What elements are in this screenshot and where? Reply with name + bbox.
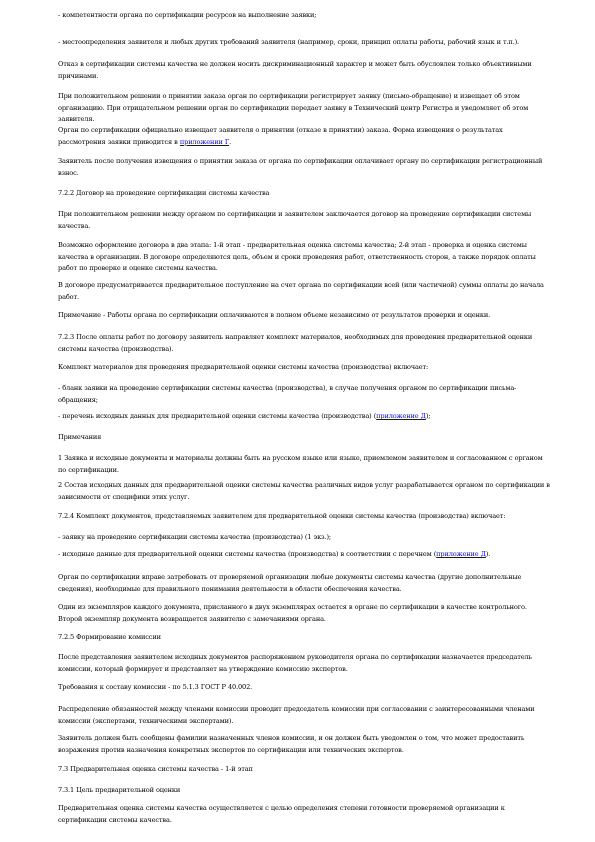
paragraph-text: Орган по сертификации официально извещает заявителя о принятии (отказе в принятии) заказа. Форма извещения о результатах рассмотрения заявки приводится в (58, 126, 503, 146)
paragraph: Распределение обязанностей между членами комиссии проводит председатель комиссии при согласовании с заинтересованными членами комиссии (экспертами, техническими экспертами). (58, 705, 535, 725)
list-item (58, 549, 552, 561)
section-heading: 7.3 Предварительная оценка системы качества - 1-й этап (58, 765, 253, 773)
note-paragraph: Примечание - Работы органа по сертификации оплачиваются в полном объеме независимо от результатов проверки и оценки. (58, 311, 491, 319)
list-item-text: - исходные данные для предварительной оценки системы качества (производства) в соответствии с перечнем ( (58, 550, 437, 558)
appendix-d-link-2[interactable]: приложение Д (436, 550, 486, 558)
paragraph-text-after: . (229, 137, 232, 146)
paragraph: Предварительная оценка системы качества осуществляется с целью определения степени готовности проверяемой организации к сертификации системы качества. (58, 804, 505, 824)
paragraph: Отказ в сертификации системы качества не должен носить дискриминационный характер и может быть обусловлен только объективными причинами. (58, 60, 532, 80)
note-item: 2 Состав исходных данных для предварительной оценки системы качества различных видов услуг разрабатывается органом по сертификации в зависимости от специфики этих услуг. (58, 481, 550, 501)
section-heading: 7.2.2 Договор на проведение сертификации системы качества (58, 189, 270, 197)
paragraph: Заявитель должен быть сообщены фамилии назначенных членов комиссии, и он должен быть уведомлен о том, что может предоставить возражения против назначения конкретных экспертов по сертификации или технических экспертов. (58, 734, 525, 754)
list-item-text-after: ). (485, 550, 491, 558)
list-item: - заявку на проведение сертификации системы качества (производства) (1 экз.); (58, 533, 331, 541)
appendix-d-link[interactable]: приложение Д (376, 412, 426, 420)
list-item-text-after: ); (425, 412, 431, 420)
paragraph: - компетентности органа по сертификации ресурсов на выполнение заявки; (58, 11, 317, 19)
list-item: - бланк заявки на проведение сертификации системы качества (производства), в случае получения органом по сертификации письма-обращения; (58, 384, 517, 404)
note-item: 1 Заявка и исходные документы и материалы должны быть на русском языке или языке, приемлемом заявителем и согласованном с органом по сертификации. (58, 454, 543, 474)
paragraph: - местоопределения заявителя и любых других требований заявителя (например, сроки, принцип оплаты работы, рабочий язык и т.п.). (58, 38, 519, 46)
paragraph: При положительном решении о принятии заказа орган по сертификации регистрирует заявку (письмо-обращение) и извещает об этом организацию. При отрицательном решении орган по сертификации передает заявку в Технический центр Регистра и уведомляет об этом заявителя. (58, 92, 529, 123)
list-item (58, 411, 552, 423)
paragraph: Заявитель после получения извещения о принятии заказа от органа по сертификации оплачивает органу по сертификации регистрационный взнос. (58, 157, 543, 177)
appendix-g-link[interactable]: приложении Г (179, 137, 230, 146)
notes-heading: Примечания (58, 433, 102, 441)
paragraph: Возможно оформление договора в два этапа: 1-й этап - предварительная оценка системы качества; 2-й этап - проверка и оценка системы качества в организации. В договоре определяются цель, объем и сроки проведения работ, ответственность сторон, а также порядок оплаты работ по проверке и оценке системы качества. (58, 241, 536, 272)
list-item-text: - перечень исходных данных для предварительной оценки системы качества (производства) ( (58, 412, 377, 420)
paragraph: Требования к составу комиссии - по 5.1.3 ГОСТ Р 40.002. (58, 683, 253, 691)
paragraph: В договоре предусматривается предварительное поступление на счет органа по сертификации всей (или частичной) суммы оплаты до начала работ. (58, 281, 544, 301)
section-heading: 7.3.1 Цель предварительной оценки (58, 786, 181, 794)
section-heading: 7.2.3 После оплаты работ по договору заявитель направляет комплект материалов, необходимых для проведения предварительной оценки системы качества (производства). (58, 333, 533, 353)
paragraph: Орган по сертификации вправе затребовать от проверяемой организации любые документы системы качества (другие дополнительные сведения), необходимые для правильного понимания деятельности в области обеспечения качества. (58, 573, 522, 593)
paragraph: После представления заявителем исходных документов распоряжением руководителя органа по сертификации назначается председатель комиссии, который формирует и представляет на утверждение комиссию экспертов. (58, 653, 532, 673)
section-heading: 7.2.5 Формирование комиссии (58, 633, 161, 641)
paragraph: Комплект материалов для проведения предварительной оценки системы качества (производства) включает: (58, 363, 429, 371)
paragraph (58, 125, 552, 148)
paragraph: Один из экземпляров каждого документа, присланного в двух экземплярах остается в органе по сертификации в качестве контрольного. Второй экземпляр документа возвращается заявителю с замечаниями органа. (58, 603, 527, 623)
paragraph: При положительном решении между органом по сертификации и заявителем заключается договор на проведение сертификации системы качества. (58, 210, 532, 230)
section-heading: 7.2.4 Комплект документов, представляемых заявителем для предварительной оценки системы качества (производства) включает: (58, 512, 506, 520)
